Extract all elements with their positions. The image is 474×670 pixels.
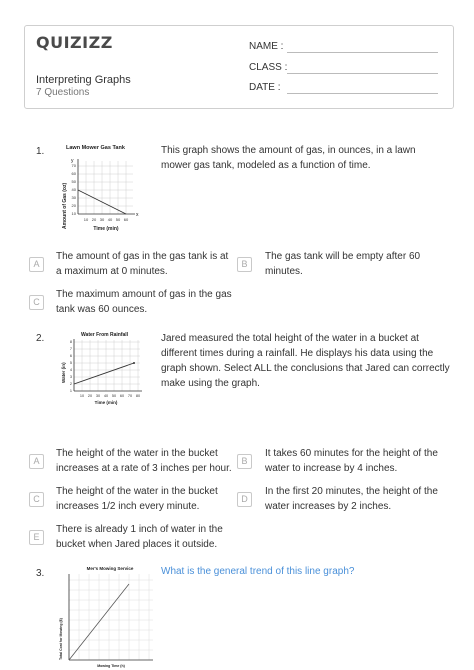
q1-xtick: 40 xyxy=(107,217,113,222)
q2-ytick: 3 xyxy=(69,375,72,379)
q2-xtick: 70 xyxy=(127,394,133,398)
q1-ytick: 10 xyxy=(71,211,76,216)
worksheet-subtitle: 7 Questions xyxy=(36,87,90,98)
q2-xtick: 60 xyxy=(119,394,125,398)
q1-chart-ylabel: Amount of Gas (oz) xyxy=(62,182,68,229)
question-1-number: 1. xyxy=(36,146,45,157)
q3-chart-ylabel: Total Cost for Mowing ($) xyxy=(59,618,63,660)
q1-xtick: 20 xyxy=(91,217,97,222)
question-2-number: 2. xyxy=(36,333,45,344)
question-3-graph xyxy=(55,564,160,668)
q1-chart-title: Lawn Mower Gas Tank xyxy=(66,145,125,151)
q1-option-c-marker[interactable]: C xyxy=(29,295,44,310)
q1-ytick: 70 xyxy=(71,163,76,168)
q2-xtick: 10 xyxy=(79,394,85,398)
q2-option-d[interactable]: In the first 20 minutes, the height of the water increases by 2 inches. xyxy=(265,486,438,512)
quizizz-logo: QUIZIZZ xyxy=(36,33,113,52)
q1-xtick: 60 xyxy=(123,217,129,222)
q2-option-e-marker[interactable]: E xyxy=(29,530,44,545)
q2-ytick: 6 xyxy=(69,354,72,358)
q2-option-e[interactable]: There is already 1 inch of water in the bucket when Jared places it outside. xyxy=(56,524,223,550)
q1-xtick: 10 xyxy=(83,217,89,222)
q1-chart-xlabel: Time (min) xyxy=(93,226,119,232)
q2-ytick: 4 xyxy=(69,368,72,372)
name-label: NAME : xyxy=(249,41,284,52)
q2-xtick: 80 xyxy=(135,394,141,398)
question-1-text: This graph shows the amount of gas, in ounces, in a lawn mower gas tank, modeled as a function of time. xyxy=(161,145,416,171)
q1-ytick: 30 xyxy=(71,195,76,200)
q2-ytick: 7 xyxy=(69,347,72,351)
q2-chart-title: Water From Rainfall xyxy=(81,332,129,338)
q2-xtick: 20 xyxy=(87,394,93,398)
worksheet-title: Interpreting Graphs xyxy=(36,74,131,86)
question-1-graph xyxy=(58,141,158,234)
q1-ytick: 50 xyxy=(71,179,76,184)
name-field[interactable] xyxy=(287,52,438,53)
q1-option-b-marker[interactable]: B xyxy=(237,257,252,272)
q2-ytick: 1 xyxy=(69,389,72,393)
q2-option-b-marker[interactable]: B xyxy=(237,454,252,469)
q2-xtick: 50 xyxy=(111,394,117,398)
q3-chart-title: Mer's Mowing Service xyxy=(86,566,134,571)
q2-option-d-marker[interactable]: D xyxy=(237,492,252,507)
q2-option-b[interactable]: It takes 60 minutes for the height of the water to increase by 4 inches. xyxy=(265,448,438,474)
q2-ytick: 5 xyxy=(69,361,72,365)
question-2-graph xyxy=(56,328,156,406)
q1-axis-y-letter: y xyxy=(71,158,74,164)
q2-option-c-marker[interactable]: C xyxy=(29,492,44,507)
question-2-text: Jared measured the total height of the water in a bucket at different times during a rainfall. He displays his data using the graph shown. Select ALL the conclusions that Jared can correctly make using the graph. xyxy=(161,333,450,389)
q2-option-a[interactable]: The height of the water in the bucket increases at a rate of 3 inches per hour. xyxy=(56,448,232,474)
q2-series-line xyxy=(74,363,134,384)
q1-xtick: 50 xyxy=(115,217,121,222)
q2-ytick: 2 xyxy=(69,382,72,386)
date-label: DATE : xyxy=(249,82,281,93)
q2-series-endpoint xyxy=(133,362,135,364)
q1-ytick: 20 xyxy=(71,203,76,208)
q2-chart-ylabel: Water (in) xyxy=(61,362,66,383)
q1-option-c[interactable]: The maximum amount of gas in the gas tank was 60 ounces. xyxy=(56,289,232,315)
q2-xtick: 30 xyxy=(95,394,101,398)
date-field[interactable] xyxy=(287,93,438,94)
q1-option-a-marker[interactable]: A xyxy=(29,257,44,272)
q2-chart-xlabel: Time (min) xyxy=(94,400,118,405)
q1-ytick: 60 xyxy=(71,171,76,176)
class-field[interactable] xyxy=(287,73,438,74)
class-label: CLASS : xyxy=(249,62,288,73)
question-3-number: 3. xyxy=(36,568,45,579)
q2-ytick: 8 xyxy=(69,340,72,344)
question-3-text: What is the general trend of this line graph? xyxy=(161,566,355,577)
q2-option-c[interactable]: The height of the water in the bucket increases 1/2 inch every minute. xyxy=(56,486,218,512)
q3-chart-xlabel: Mowing Time (h) xyxy=(97,664,125,668)
q1-axis-x-letter: x xyxy=(136,212,139,218)
q1-option-a[interactable]: The amount of gas in the gas tank is at a maximum at 0 minutes. xyxy=(56,251,229,277)
q1-option-b[interactable]: The gas tank will be empty after 60 minutes. xyxy=(265,251,421,277)
q1-ytick: 40 xyxy=(71,187,76,192)
q2-xtick: 40 xyxy=(103,394,109,398)
q1-xtick: 30 xyxy=(99,217,105,222)
q2-option-a-marker[interactable]: A xyxy=(29,454,44,469)
